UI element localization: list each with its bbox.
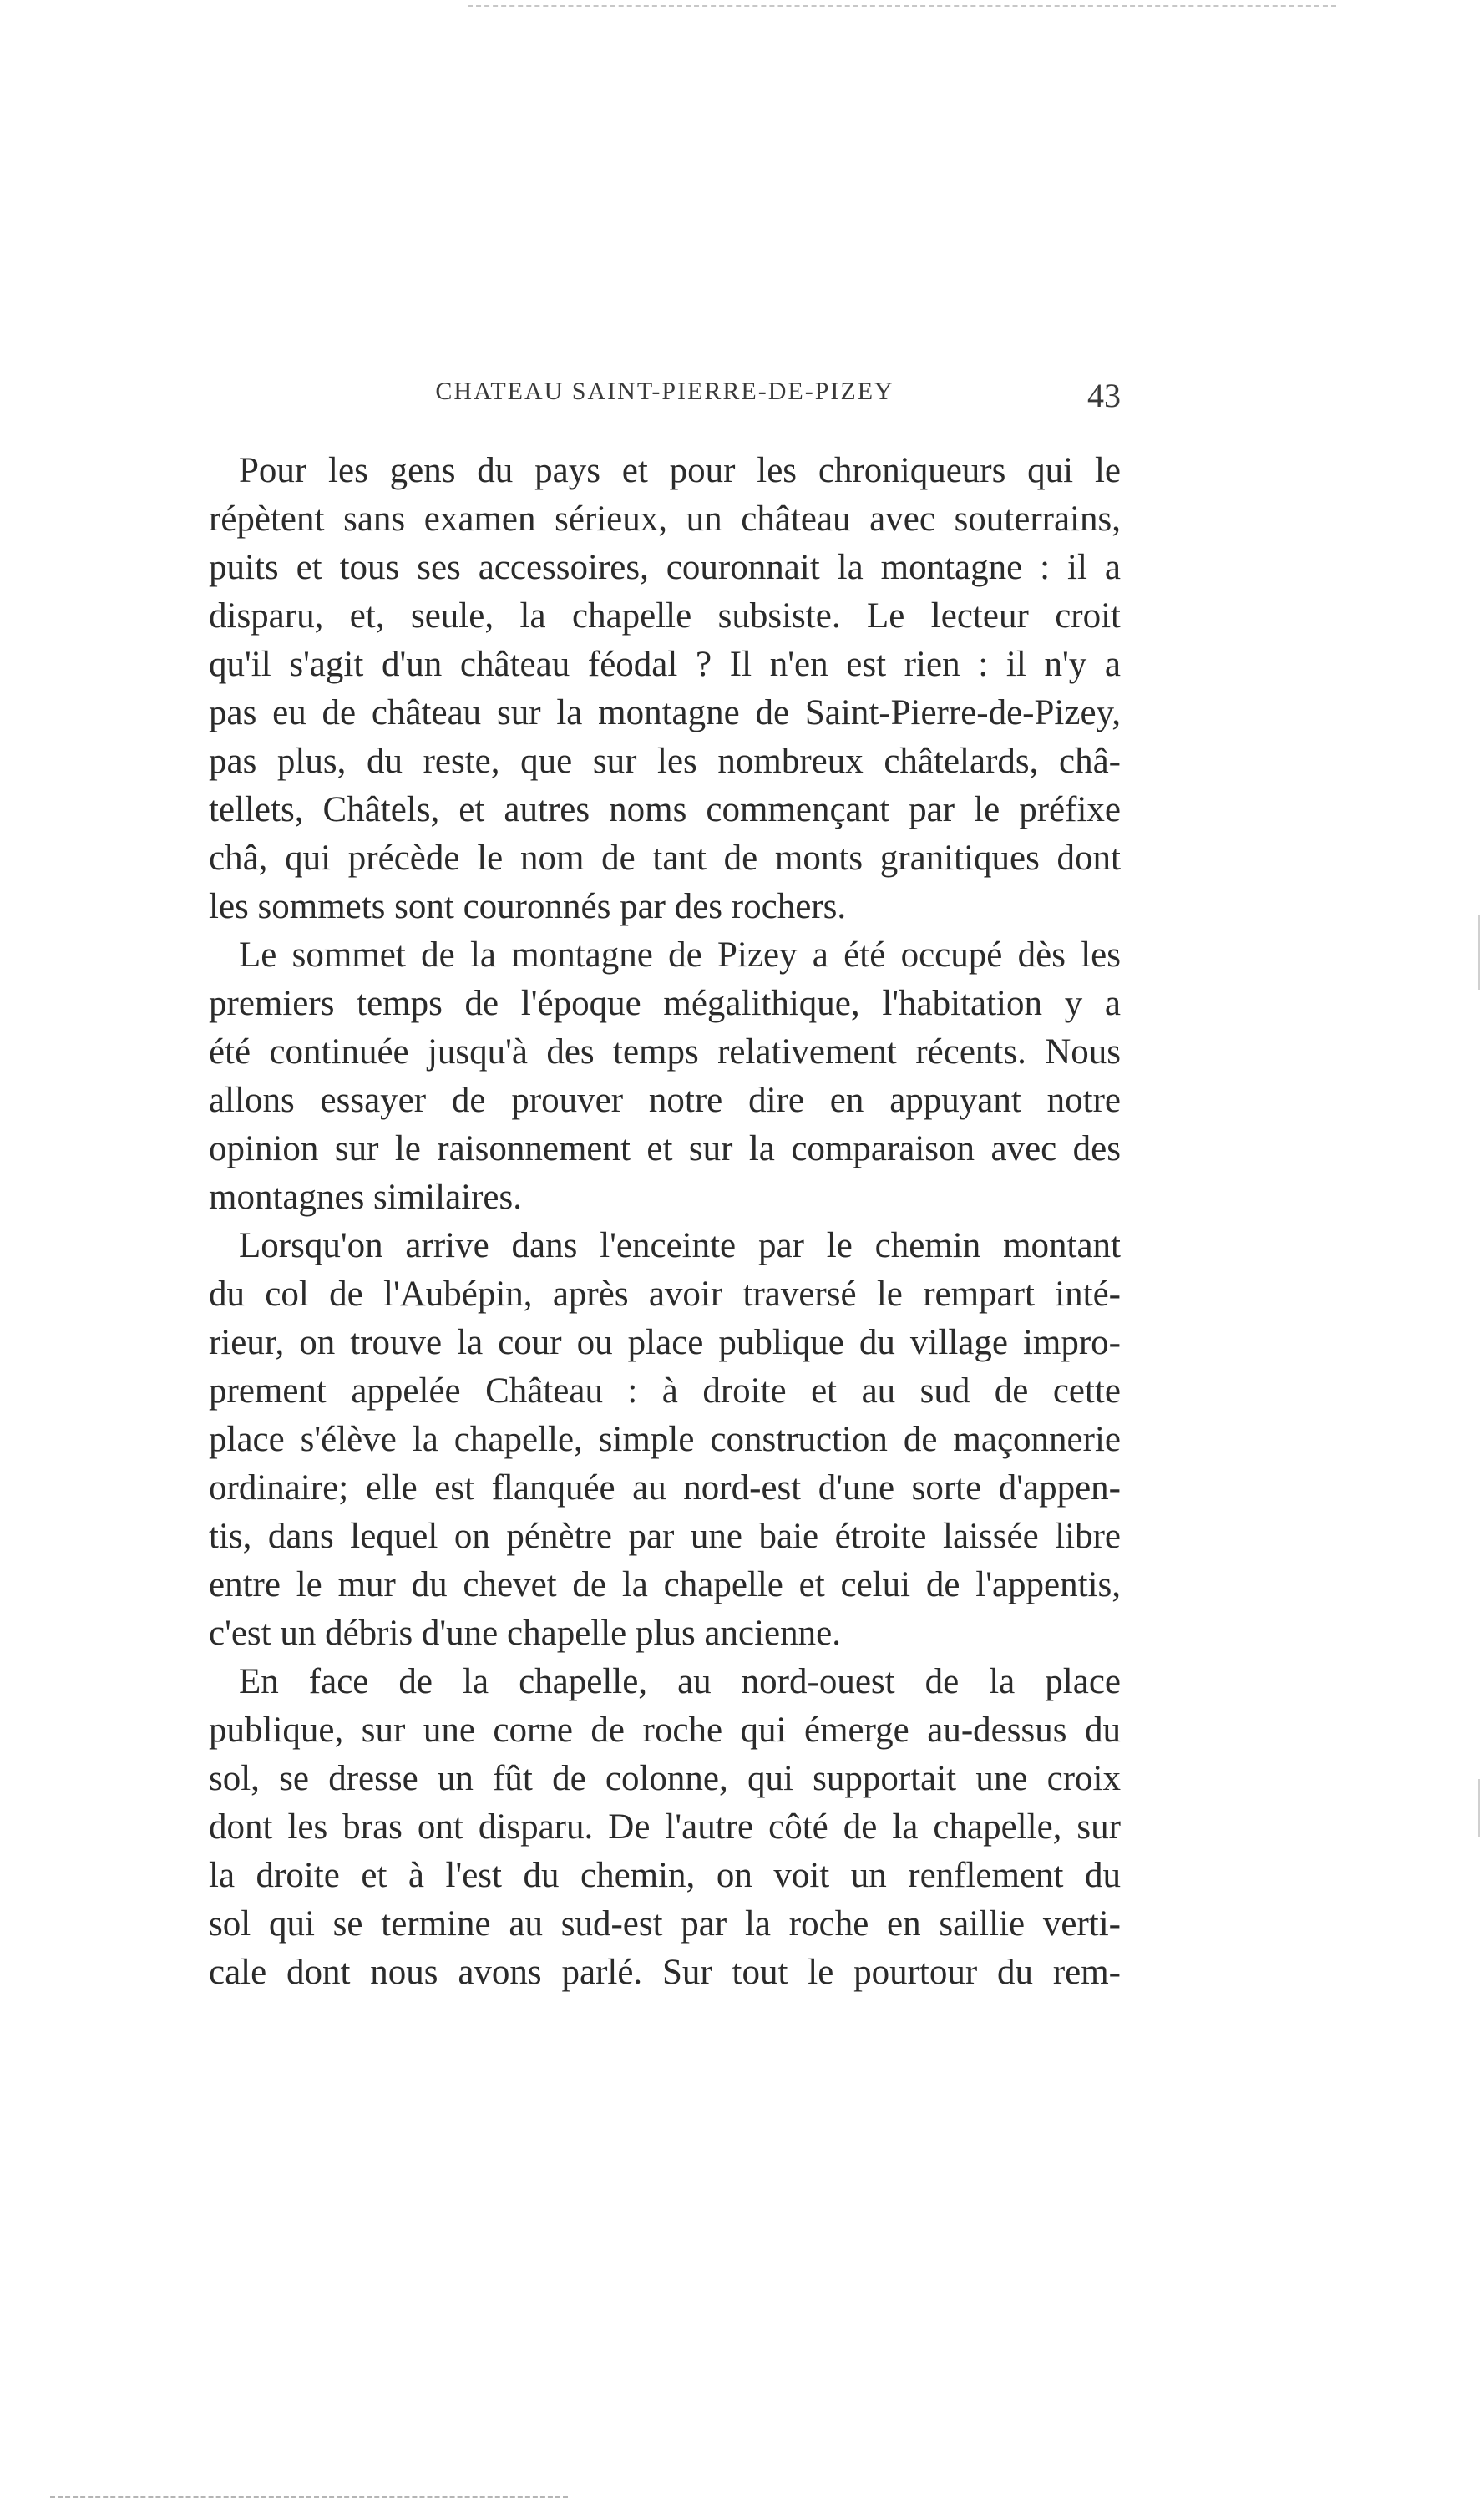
text-line: allons essayer de prouver notre dire en appuyant notre <box>209 1081 1121 1120</box>
scan-mark-right <box>1478 915 1480 990</box>
text-line: publique, sur une corne de roche qui émerge au-dessus du <box>209 1711 1121 1750</box>
scan-edge-bottom <box>50 2496 568 2500</box>
text-line: En face de la chapelle, au nord-ouest de la place <box>239 1662 1121 1701</box>
running-head <box>209 378 1121 428</box>
scan-mark-right <box>1478 1779 1480 1837</box>
text-line: châ, qui précède le nom de tant de monts granitiques dont <box>209 839 1121 878</box>
paragraph <box>209 1222 1121 1658</box>
paragraph <box>209 1658 1121 1997</box>
text-line: dont les bras ont disparu. De l'autre côté de la chapelle, sur <box>209 1807 1121 1847</box>
text-line: du col de l'Aubépin, après avoir traversé le rempart inté- <box>209 1275 1121 1314</box>
scan-edge-top <box>468 5 1336 8</box>
text-line: Pour les gens du pays et pour les chroniqueurs qui le <box>239 451 1121 490</box>
text-line: opinion sur le raisonnement et sur la comparaison avec des <box>209 1129 1121 1168</box>
text-line: premiers temps de l'époque mégalithique, l'habitation y a <box>209 984 1121 1023</box>
text-line: tis, dans lequel on pénètre par une baie étroite laissée libre <box>209 1517 1121 1556</box>
text-line: sol qui se termine au sud-est par la roche en saillie verti- <box>209 1904 1121 1944</box>
text-line: pas plus, du reste, que sur les nombreux châtelards, châ- <box>209 742 1121 781</box>
text-line: qu'il s'agit d'un château féodal ? Il n'en est rien : il n'y a <box>209 645 1121 684</box>
running-title: CHATEAU SAINT-PIERRE-DE-PIZEY <box>435 378 894 405</box>
text-line: entre le mur du chevet de la chapelle et celui de l'appentis, <box>209 1565 1121 1604</box>
text-line: prement appelée Château : à droite et au sud de cette <box>209 1371 1121 1411</box>
text-line: disparu, et, seule, la chapelle subsiste. Le lecteur croit <box>209 596 1121 636</box>
text-line: place s'élève la chapelle, simple construction de maçonnerie <box>209 1420 1121 1459</box>
paragraph <box>209 447 1121 931</box>
text-line: la droite et à l'est du chemin, on voit un renflement du <box>209 1856 1121 1895</box>
body-text <box>209 447 1121 2076</box>
text-line: tellets, Châtels, et autres noms commençant par le préfixe <box>209 790 1121 829</box>
text-line: les sommets sont couronnés par des rochers. <box>209 887 847 926</box>
text-line: Lorsqu'on arrive dans l'enceinte par le chemin montant <box>239 1226 1121 1265</box>
text-line: puits et tous ses accessoires, couronnait la montagne : il a <box>209 548 1121 587</box>
text-line: été continuée jusqu'à des temps relativement récents. Nous <box>209 1032 1121 1072</box>
text-line: cale dont nous avons parlé. Sur tout le pourtour du rem- <box>209 1953 1121 1992</box>
text-line: c'est un débris d'une chapelle plus ancienne. <box>209 1614 841 1653</box>
page-number: 43 <box>1087 377 1121 414</box>
paragraph <box>209 931 1121 1222</box>
text-line: pas eu de château sur la montagne de Saint-Pierre-de-Pizey, <box>209 693 1121 732</box>
text-line: répètent sans examen sérieux, un château avec souterrains, <box>209 499 1121 539</box>
text-line: sol, se dresse un fût de colonne, qui supportait une croix <box>209 1759 1121 1798</box>
text-line: montagnes similaires. <box>209 1178 522 1217</box>
text-line: rieur, on trouve la cour ou place publique du village impro- <box>209 1323 1121 1362</box>
text-line: Le sommet de la montagne de Pizey a été occupé dès les <box>239 935 1121 975</box>
text-line: ordinaire; elle est flanquée au nord-est d'une sorte d'appen- <box>209 1468 1121 1508</box>
